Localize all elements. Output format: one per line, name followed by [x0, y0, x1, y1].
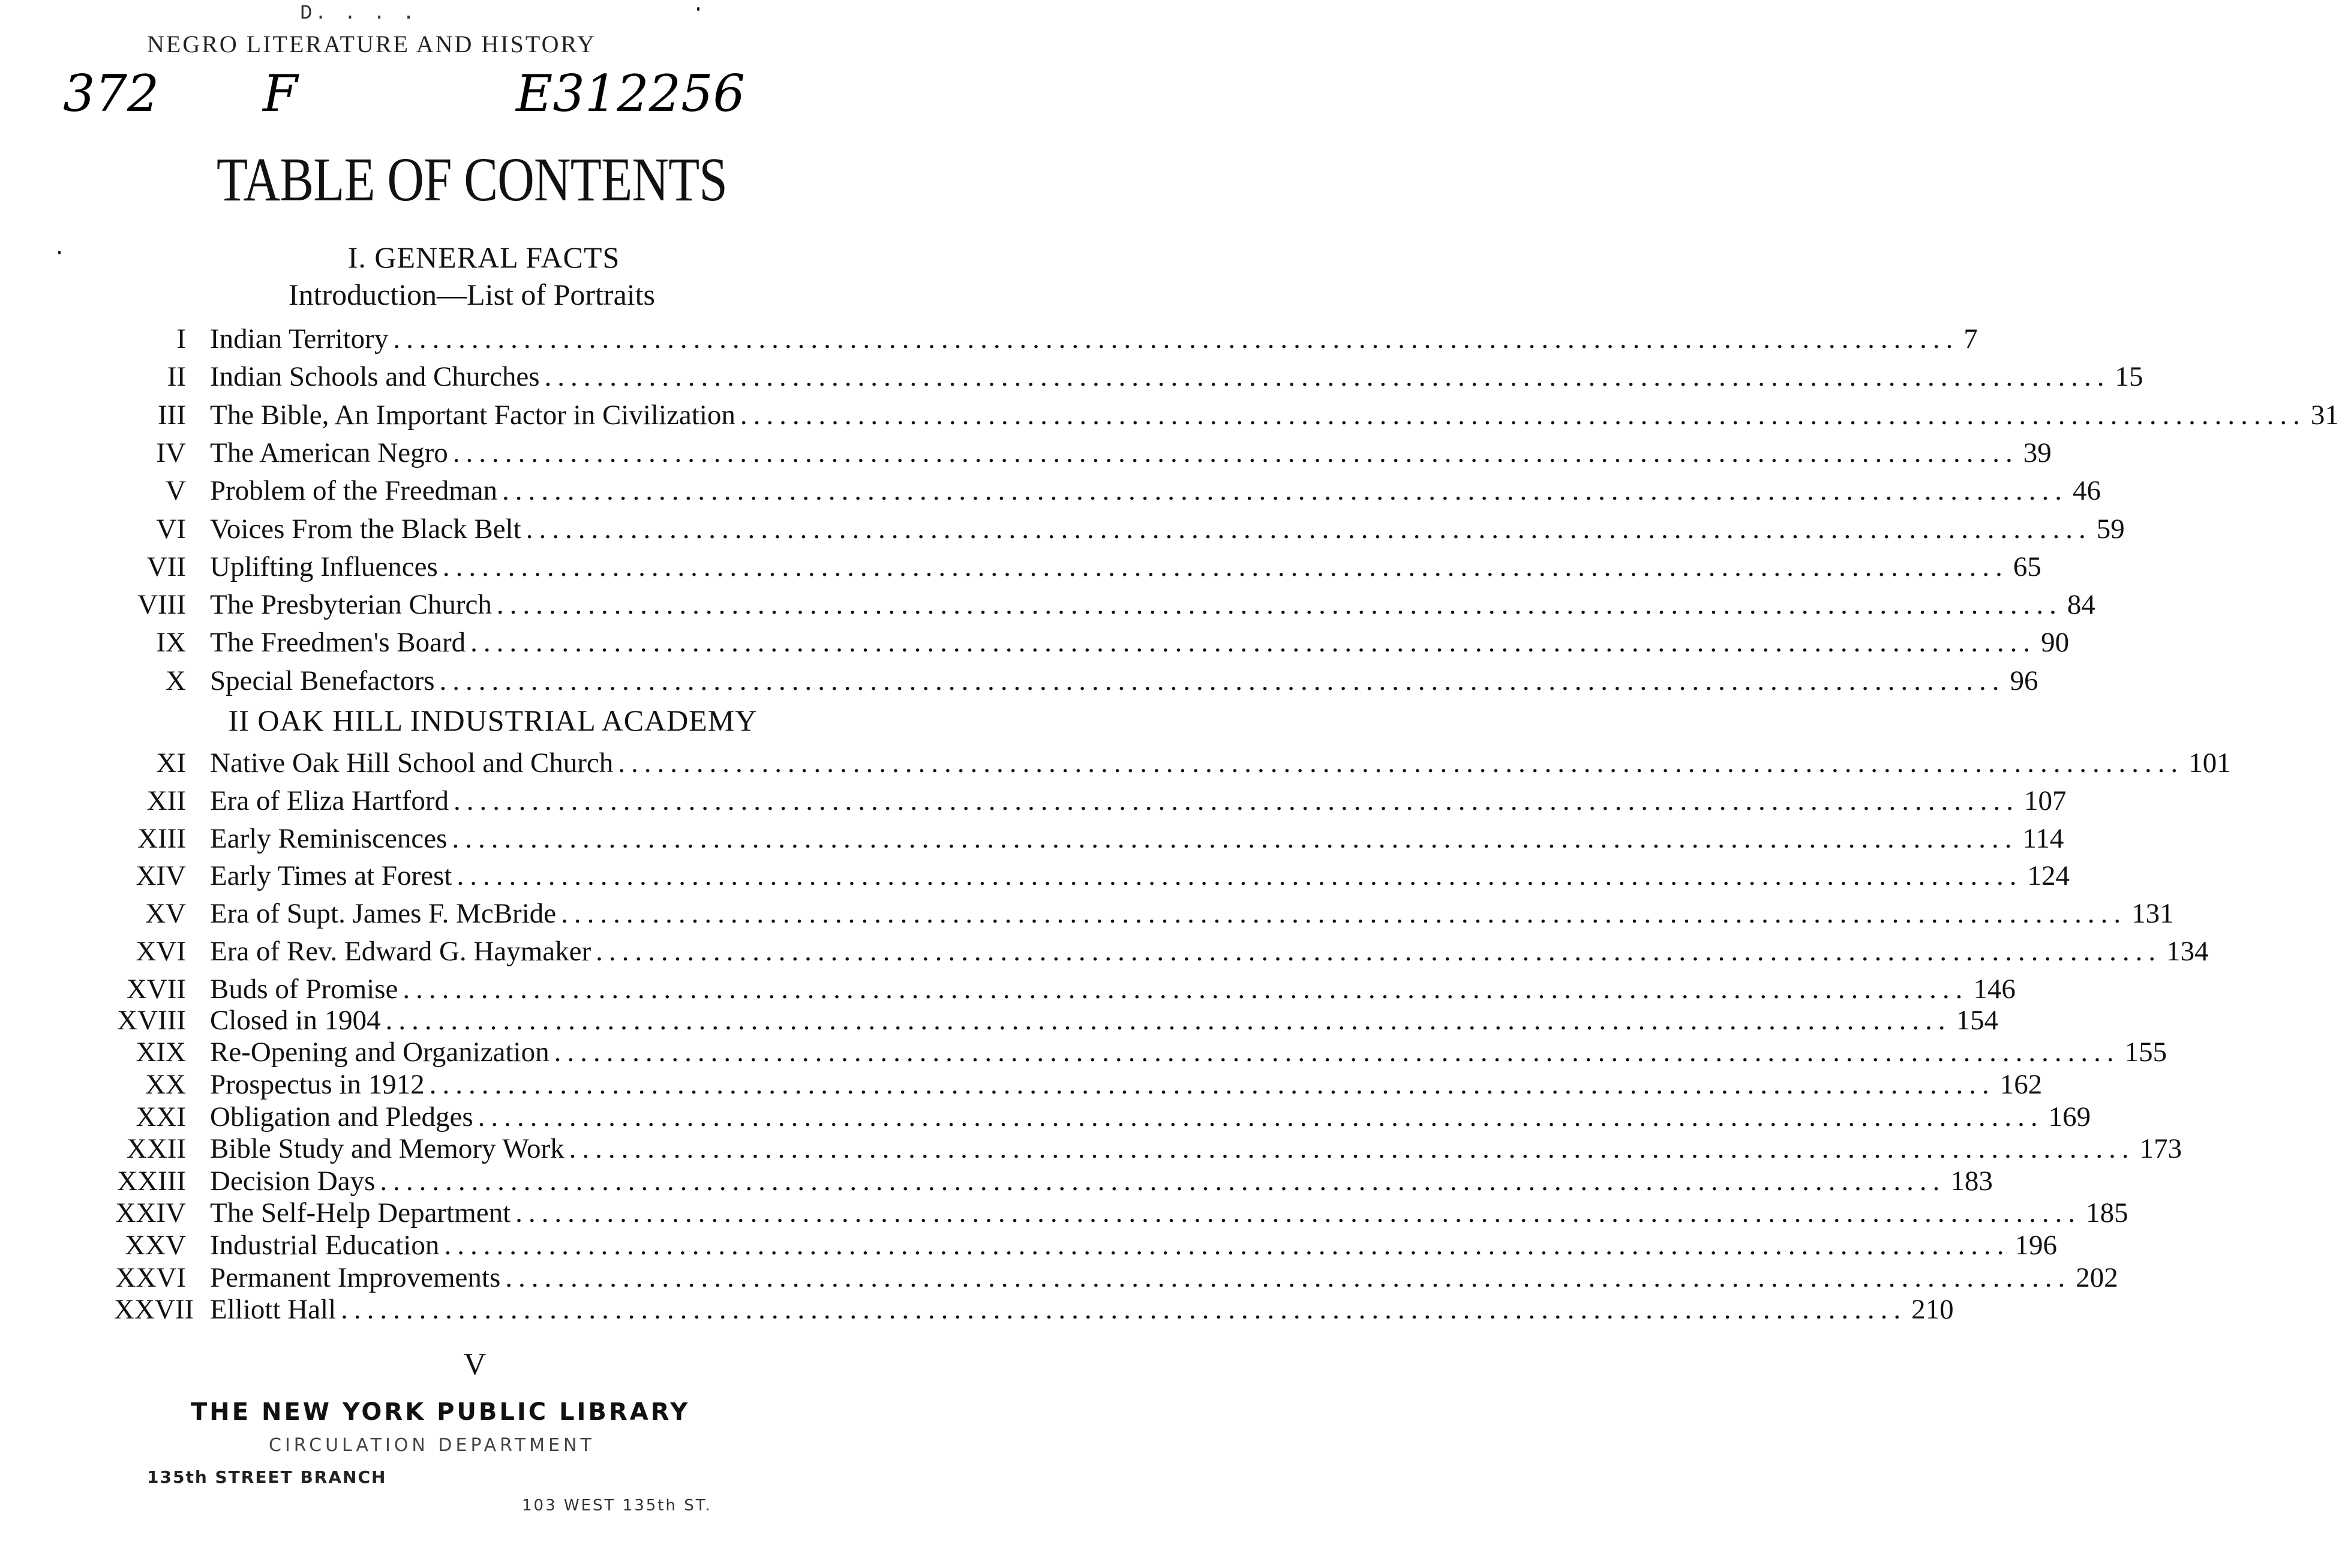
chapter-number: XI: [156, 747, 186, 779]
chapter-page-number: 46: [2073, 475, 2101, 507]
leader-dots: ........................................................................................................................: [403, 973, 1969, 1005]
chapter-title: The Self-Help Department: [210, 1197, 511, 1229]
leader-dots: ........................................................................................................................: [429, 1069, 1995, 1100]
chapter-title: The Bible, An Important Factor in Civilization: [210, 399, 735, 431]
chapter-number: XXIV: [115, 1197, 186, 1229]
chapter-title: Obligation and Pledges: [210, 1101, 473, 1133]
leader-dots: ........................................................................................................................: [515, 1197, 2082, 1229]
chapter-number: XV: [145, 898, 186, 930]
chapter-number: IX: [156, 627, 186, 659]
toc-entry: [114, 474, 2101, 507]
chapter-number: XVIII: [117, 1004, 186, 1036]
chapter-title: Bible Study and Memory Work: [210, 1133, 565, 1165]
chapter-number: XVI: [136, 936, 186, 967]
chapter-title: Buds of Promise: [210, 973, 398, 1005]
chapter-number: XXIII: [117, 1165, 186, 1197]
chapter-number: IV: [156, 437, 186, 468]
leader-dots: ........................................................................................................................: [554, 1037, 2120, 1068]
chapter-page-number: 101: [2188, 747, 2231, 779]
chapter-title: The Freedmen's Board: [210, 627, 466, 659]
toc-entry: [114, 323, 1978, 355]
toc-entry: [114, 588, 2095, 621]
toc-entry: [114, 1293, 1954, 1326]
toc-entry: [114, 626, 2070, 659]
toc-entry: [114, 935, 2209, 968]
chapter-title: Permanent Improvements: [210, 1261, 501, 1293]
toc-entry: [114, 822, 2064, 855]
leader-dots: ........................................................................................................................: [452, 437, 2019, 468]
chapter-title: Special Benefactors: [210, 665, 435, 696]
toc-entry: [114, 665, 2038, 697]
leader-dots: ........................................................................................................................: [341, 1294, 1907, 1326]
chapter-number: VII: [146, 551, 186, 582]
chapter-title: Uplifting Influences: [210, 551, 438, 582]
leader-dots: ........................................................................................................................: [561, 898, 2127, 930]
toc-entry: [114, 1004, 1999, 1037]
chapter-page-number: 7: [1963, 323, 1978, 355]
chapter-title: Prospectus in 1912: [210, 1069, 425, 1100]
toc-entry: [114, 437, 2052, 469]
handwritten-letter: F: [263, 64, 298, 123]
toc-entry: [114, 1165, 1993, 1197]
leader-dots: ........................................................................................................................: [505, 1261, 2071, 1293]
chapter-title: Industrial Education: [210, 1230, 440, 1261]
chapter-number: VI: [156, 513, 186, 545]
section-heading-oak-hill: II OAK HILL INDUSTRIAL ACADEMY: [228, 704, 758, 737]
leader-dots: ........................................................................................................................: [569, 1133, 2135, 1165]
page-title: TABLE OF CONTENTS: [217, 145, 727, 214]
page-number-folio: V: [463, 1347, 487, 1381]
chapter-title: Decision Days: [210, 1165, 376, 1197]
leader-dots: ........................................................................................................................: [442, 551, 2008, 582]
library-stamp-name: THE NEW YORK PUBLIC LIBRARY: [191, 1398, 690, 1426]
leader-dots: ........................................................................................................................: [618, 747, 2184, 779]
chapter-page-number: 134: [2166, 936, 2209, 967]
toc-entry: [114, 1068, 2043, 1101]
chapter-number: X: [166, 665, 186, 696]
leader-dots: ........................................................................................................................: [385, 1004, 1951, 1036]
handwritten-call-number: 372: [63, 64, 160, 123]
leader-dots: ........................................................................................................................: [439, 665, 2005, 696]
toc-entry: [114, 860, 2070, 892]
chapter-title: Elliott Hall: [210, 1294, 337, 1326]
chapter-page-number: 196: [2014, 1230, 2057, 1261]
toc-entry: [114, 361, 2143, 393]
library-stamp-address: 103 WEST 135th ST.: [522, 1497, 712, 1515]
chapter-page-number: 185: [2086, 1197, 2128, 1229]
chapter-page-number: 173: [2139, 1133, 2182, 1165]
leader-dots: ........................................................................................................................: [544, 361, 2110, 393]
toc-entry: [114, 897, 2174, 930]
leader-dots: ........................................................................................................................: [454, 785, 2019, 816]
chapter-number: III: [158, 399, 186, 431]
leader-dots: ........................................................................................................................: [478, 1101, 2044, 1133]
chapter-page-number: 155: [2124, 1037, 2167, 1068]
collection-stamp: NEGRO LITERATURE AND HISTORY: [147, 31, 596, 58]
library-stamp-branch: 135th STREET BRANCH: [147, 1467, 387, 1487]
chapter-title: The American Negro: [210, 437, 448, 468]
leader-dots: ........................................................................................................................: [444, 1230, 2010, 1261]
leader-dots: ........................................................................................................................: [740, 399, 2306, 431]
chapter-number: I: [176, 323, 186, 355]
chapter-page-number: 96: [2010, 665, 2038, 696]
chapter-page-number: 154: [1956, 1004, 1999, 1036]
chapter-number: VIII: [137, 589, 186, 621]
chapter-page-number: 90: [2041, 627, 2070, 659]
chapter-page-number: 124: [2027, 860, 2070, 892]
leader-dots: ........................................................................................................................: [452, 822, 2018, 854]
chapter-page-number: 107: [2024, 785, 2067, 816]
leader-dots: ........................................................................................................................: [457, 860, 2023, 892]
chapter-number: II: [167, 361, 186, 393]
ink-speck: [697, 7, 699, 11]
chapter-title: Early Times at Forest: [210, 860, 452, 892]
chapter-title: The Presbyterian Church: [210, 589, 492, 621]
toc-entry: [114, 973, 2016, 1005]
chapter-title: Era of Rev. Edward G. Haymaker: [210, 936, 591, 967]
section-subheading-introduction: Introduction—List of Portraits: [288, 278, 656, 311]
chapter-page-number: 84: [2067, 589, 2095, 621]
chapter-number: XII: [146, 785, 186, 816]
chapter-number: XXI: [136, 1101, 186, 1133]
toc-entry: [114, 1261, 2118, 1294]
leader-dots: ........................................................................................................................: [470, 627, 2037, 659]
leader-dots: ........................................................................................................................: [393, 323, 1959, 355]
chapter-number: XIV: [136, 860, 186, 892]
chapter-title: Native Oak Hill School and Church: [210, 747, 614, 779]
chapter-number: XIX: [136, 1037, 186, 1068]
chapter-title: Re-Opening and Organization: [210, 1037, 550, 1068]
chapter-number: XIII: [137, 822, 186, 854]
leader-dots: ........................................................................................................................: [596, 936, 2162, 967]
chapter-number: XXV: [125, 1230, 186, 1261]
chapter-title: Era of Eliza Hartford: [210, 785, 449, 816]
chapter-number: XXVII: [114, 1294, 194, 1326]
stamp-top-mark: D. . . .: [300, 2, 418, 25]
chapter-page-number: 131: [2131, 898, 2174, 930]
chapter-title: Indian Schools and Churches: [210, 361, 540, 393]
chapter-number: XXVI: [115, 1261, 186, 1293]
toc-entry: [114, 1133, 2182, 1165]
chapter-number: XXII: [126, 1133, 186, 1165]
chapter-page-number: 65: [2013, 551, 2041, 582]
leader-dots: ........................................................................................................................: [496, 589, 2062, 621]
leader-dots: ........................................................................................................................: [526, 513, 2092, 545]
toc-entry: [114, 747, 2231, 779]
toc-entry: [114, 399, 2339, 431]
chapter-title: Problem of the Freedman: [210, 475, 498, 507]
chapter-title: Era of Supt. James F. McBride: [210, 898, 557, 930]
chapter-title: Closed in 1904: [210, 1004, 381, 1036]
leader-dots: ........................................................................................................................: [380, 1165, 1946, 1197]
chapter-page-number: 210: [1911, 1294, 1954, 1326]
chapter-title: Early Reminiscences: [210, 822, 448, 854]
chapter-number: V: [166, 475, 186, 507]
toc-entry: [114, 1036, 2167, 1068]
chapter-page-number: 202: [2076, 1261, 2118, 1293]
chapter-page-number: 162: [1999, 1069, 2043, 1100]
toc-entry: [114, 551, 2041, 583]
chapter-page-number: 39: [2023, 437, 2052, 468]
chapter-title: Indian Territory: [210, 323, 389, 355]
toc-entry: [114, 785, 2067, 817]
chapter-title: Voices From the Black Belt: [210, 513, 521, 545]
leader-dots: ........................................................................................................................: [502, 475, 2068, 507]
chapter-page-number: 146: [1973, 973, 2016, 1005]
chapter-page-number: 114: [2022, 822, 2064, 854]
chapter-number: XVII: [126, 973, 186, 1005]
handwritten-accession-number: E312256: [516, 64, 745, 123]
toc-entry: [114, 1197, 2128, 1229]
section-heading-general-facts: I. GENERAL FACTS: [347, 241, 620, 274]
library-stamp-department: CIRCULATION DEPARTMENT: [269, 1435, 595, 1456]
toc-entry: [114, 1229, 2057, 1261]
toc-entry: [114, 1101, 2091, 1133]
toc-entry: [114, 513, 2125, 545]
chapter-page-number: 59: [2096, 513, 2125, 545]
chapter-page-number: 169: [2048, 1101, 2091, 1133]
chapter-number: XX: [145, 1069, 186, 1100]
chapter-page-number: 183: [1950, 1165, 1993, 1197]
chapter-page-number: 31: [2310, 399, 2339, 431]
chapter-page-number: 15: [2115, 361, 2143, 393]
